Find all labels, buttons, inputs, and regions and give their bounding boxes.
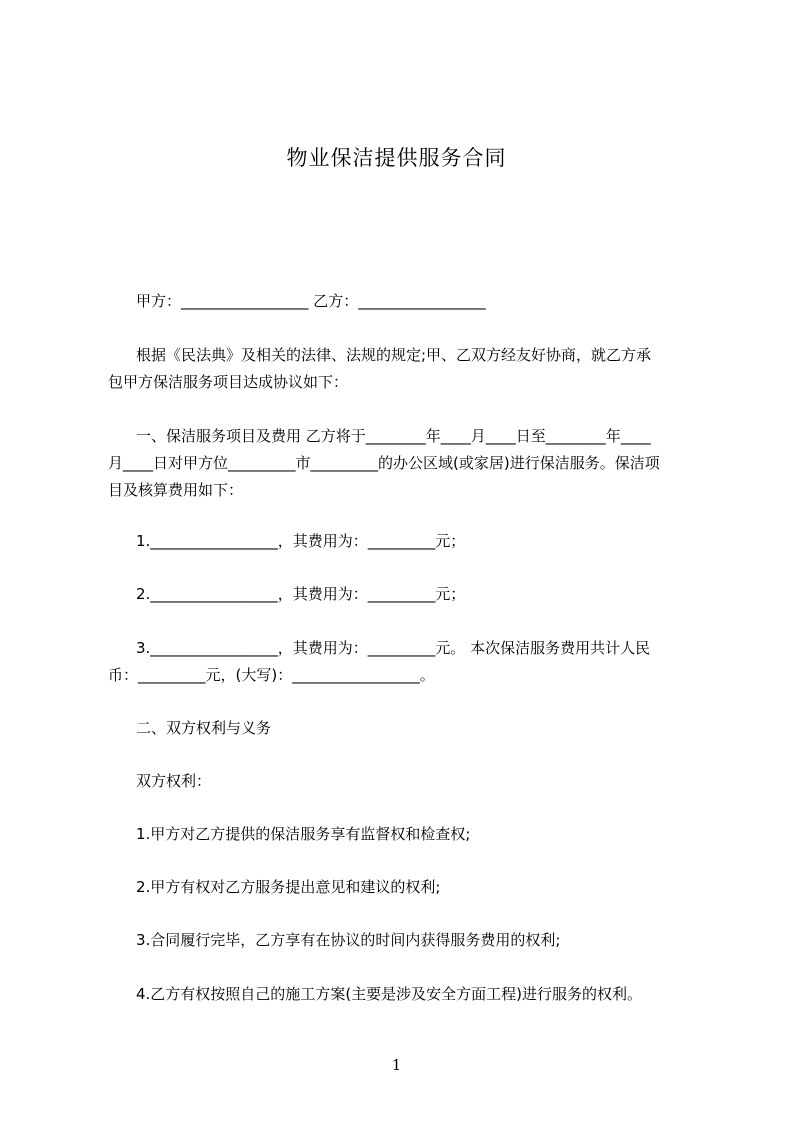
intro-line-1: 根据《民法典》及相关的法律、法规的规定;甲、乙双方经友好协商，就乙方承	[136, 346, 652, 364]
intro-line-2: 包甲方保洁服务项目达成协议如下：	[108, 373, 349, 391]
right-item-4: 4.乙方有权按照自己的施工方案(主要是涉及安全方面工程)进行服务的权利。	[136, 985, 643, 1003]
section-1-line-3: 目及核算费用如下：	[108, 481, 244, 499]
rights-heading: 双方权利：	[136, 772, 212, 790]
section-2-heading: 二、双方权利与义务	[136, 719, 272, 737]
parties-line: 甲方：_________________ 乙方：_________________	[136, 292, 486, 310]
fee-item-3-line-2: 币：_________元，(大写)：_________________。	[108, 666, 435, 684]
document-title: 物业保洁提供服务合同	[286, 146, 507, 170]
right-item-1: 1.甲方对乙方提供的保洁服务享有监督权和检查权;	[136, 825, 471, 843]
right-item-2: 2.甲方有权对乙方服务提出意见和建议的权利;	[136, 878, 441, 896]
page-number: 1	[391, 1056, 402, 1074]
fee-item-1: 1._________________，其费用为：_________元；	[136, 532, 466, 550]
fee-item-3-line-1: 3._________________，其费用为：_________元。 本次保洁服务费用共计人民	[136, 639, 651, 657]
right-item-3: 3.合同履行完毕，乙方享有在协议的时间内获得服务费用的权利;	[136, 931, 561, 949]
section-1-line-2: 月____日对甲方位_________市_________的办公区域(或家居)进行保洁服务。保洁项	[108, 454, 660, 472]
section-1-line-1: 一、保洁服务项目及费用 乙方将于________年____月____日至________年____	[136, 427, 651, 445]
fee-item-2: 2._________________，其费用为：_________元；	[136, 585, 466, 603]
